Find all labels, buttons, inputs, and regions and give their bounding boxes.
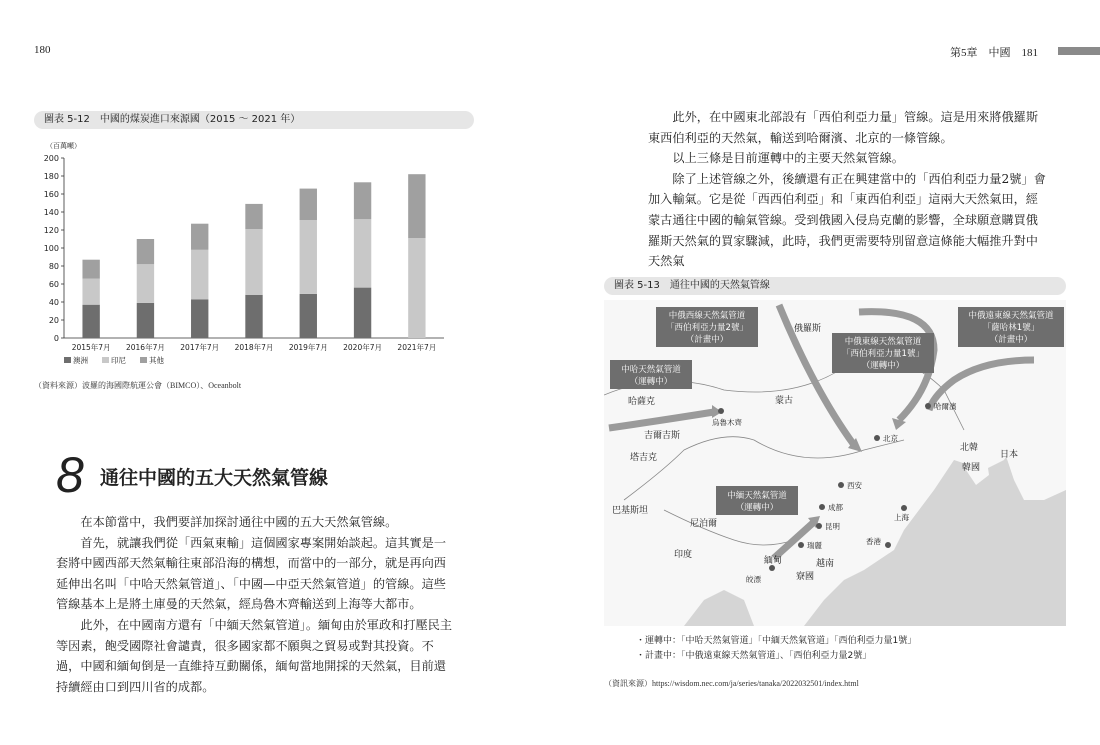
legend-swatch <box>140 357 147 363</box>
right-body-text <box>648 107 1048 272</box>
pipeline-map <box>604 300 1066 626</box>
callout-pos1-line2: 「西伯利亞力量1號」 <box>842 349 924 359</box>
x-tick-label: 2018年7月 <box>234 343 274 352</box>
left-paragraph: 在本節當中，我們要詳加探討通往中國的五大天然氣管線。 <box>80 515 398 529</box>
bar-segment <box>245 204 262 229</box>
header-tab-bar <box>1058 47 1100 55</box>
label-hongkong: 香港 <box>866 537 881 546</box>
callout-sakhalin-line2: 「薩哈林1號」 <box>982 323 1040 333</box>
y-tick-label: 100 <box>43 244 59 253</box>
label-india: 印度 <box>674 550 693 560</box>
callout-pos2-line2: 「西伯利亞力量2號」 <box>666 323 748 333</box>
x-tick-label: 2017年7月 <box>180 343 220 352</box>
y-tick-label: 20 <box>48 316 59 325</box>
legend-swatch <box>64 357 71 363</box>
label-xian: 西安 <box>847 481 862 490</box>
y-tick-label: 80 <box>48 262 59 271</box>
callout-pos2-line3: （計畫中） <box>685 335 729 345</box>
label-pakistan: 巴基斯坦 <box>612 506 649 516</box>
callout-myanmar-line1: 中緬天然氣管道 <box>727 491 787 501</box>
map-svg <box>604 300 1066 626</box>
left-paragraph: 首先，就讓我們從「西氣東輸」這個國家專案開始談起。這其實是一套將中國西部天然氣輸往東部沿海的構想，而當中的一部分，就是再向西延伸出名叫「中哈天然氣管道」、「中國—中亞天然氣管道」的管線。這些管線基本上是將土庫曼的天然氣，經烏魯木齊輸送到上海等大都市。 <box>56 535 447 612</box>
y-tick-label: 120 <box>43 226 59 235</box>
callout-pos2-line1: 中俄西線天然氣管道 <box>668 311 746 321</box>
label-mongolia: 蒙古 <box>775 396 794 406</box>
label-vietnam: 越南 <box>816 559 835 569</box>
label-tajikistan: 塔吉克 <box>630 453 658 463</box>
bar-segment <box>245 295 262 338</box>
label-laos: 寮國 <box>796 572 815 582</box>
x-tick-label: 2016年7月 <box>125 343 165 352</box>
city-dot-xian <box>838 482 844 488</box>
bar-segment <box>408 174 425 238</box>
bar-segment <box>408 238 425 338</box>
city-dot-ruili <box>798 542 804 548</box>
page-number-left: 180 <box>34 44 51 56</box>
label-urumqi: 烏魯木齊 <box>712 418 742 427</box>
label-beijing: 北京 <box>883 434 898 443</box>
bar-segment <box>354 182 371 219</box>
chart-svg <box>34 130 474 370</box>
bar-segment <box>137 264 154 303</box>
right-paragraph: 除了上述管線之外，後續還有正在興建當中的「西伯利亞力量2號」會加入輸氣。它是從「西西伯利亞」和「東西伯利亞」這兩大天然氣田，經蒙古通往中國的輸氣管線。受到俄國入侵烏克蘭的影響，全球願意購買俄羅斯天然氣的買家驟減，此時，我們更需要特別留意這條能大幅推升對中天然氣 <box>648 171 1046 269</box>
note-operating: ・運轉中：「中哈天然氣管道」「中緬天然氣管道」「西伯利亞力量1號」 <box>636 636 917 646</box>
x-tick-label: 2015年7月 <box>71 343 111 352</box>
y-tick-label: 0 <box>53 334 59 343</box>
label-nepal: 尼泊爾 <box>690 519 718 529</box>
legend-swatch <box>102 357 109 363</box>
city-dot-beijing <box>874 435 880 441</box>
callout-sakhalin-line1: 中俄遠東線天然氣管道 <box>968 311 1054 321</box>
x-tick-label: 2019年7月 <box>288 343 328 352</box>
running-header-right: 第5章 中國 181 <box>950 47 1038 59</box>
bar-segment <box>354 219 371 287</box>
section-number: 8 <box>56 447 84 503</box>
bar-segment <box>137 239 154 264</box>
figure-513-title: 圖表 5-13 通往中國的天然氣管線 <box>604 277 1066 295</box>
figure-512-title: 圖表 5-12 中國的煤炭進口來源國（2015 ～ 2021 年） <box>34 111 474 129</box>
bar-segment <box>82 279 99 305</box>
callout-kazakh-line1: 中哈天然氣管道 <box>621 365 681 375</box>
left-paragraph: 此外，在中國南方還有「中緬天然氣管道」。緬甸由於軍政和打壓民主等因素，飽受國際社會譴責，很多國家都不願與之貿易或對其投資。不過，中國和緬甸倒是一直維持互動關係，緬甸當地開採的天然氣，目前還持續經由口到四川省的成都。 <box>56 617 453 694</box>
label-chengdu: 成都 <box>828 503 843 512</box>
label-kazakhstan: 哈薩克 <box>628 397 656 407</box>
bar-segment <box>82 260 99 279</box>
y-tick-label: 200 <box>43 154 59 163</box>
label-kyrgyzstan: 吉爾吉斯 <box>644 431 681 441</box>
city-dot-hongkong <box>885 542 891 548</box>
label-kunming: 昆明 <box>825 522 840 531</box>
right-paragraph: 此外，在中國東北部設有「西伯利亞力量」管線。這是用來將俄羅斯東西伯利亞的天然氣，輸送到哈爾濱、北京的一條管線。 <box>648 110 1039 145</box>
x-tick-label: 2020年7月 <box>343 343 383 352</box>
city-dot-chengdu <box>819 504 825 510</box>
label-south-korea: 韓國 <box>962 463 981 473</box>
note-planned: ・計畫中：「中俄遠東線天然氣管道」、「西伯利亞力量2號」 <box>636 651 872 661</box>
city-dot-urumqi <box>718 408 724 414</box>
bar-segment <box>191 299 208 338</box>
bar-segment <box>300 220 317 294</box>
label-north-korea: 北韓 <box>960 443 979 453</box>
y-tick-label: 140 <box>43 208 59 217</box>
bar-segment <box>300 189 317 221</box>
callout-kazakh-line2: （運轉中） <box>629 377 673 387</box>
callout-sakhalin-line3: （計畫中） <box>989 335 1033 345</box>
legend-label: 印尼 <box>111 356 126 365</box>
bar-segment <box>191 224 208 250</box>
section-title: 通往中國的五大天然氣管線 <box>100 467 329 489</box>
label-russia: 俄羅斯 <box>794 324 822 334</box>
label-shanghai: 上海 <box>894 513 909 522</box>
city-dot-harbin <box>925 403 931 409</box>
bar-segment <box>137 303 154 338</box>
bar-segment <box>191 250 208 299</box>
label-kyaukphyu: 皎漂 <box>746 575 761 584</box>
callout-myanmar-line2: （運轉中） <box>735 503 779 513</box>
legend-label: 其他 <box>149 356 164 365</box>
city-dot-shanghai <box>901 505 907 511</box>
figure-513-notes <box>636 634 916 664</box>
y-tick-label: 60 <box>48 280 59 289</box>
y-tick-label: 160 <box>43 190 59 199</box>
city-dot-kunming <box>816 523 822 529</box>
y-tick-label: 40 <box>48 298 59 307</box>
bar-segment <box>245 229 262 295</box>
bar-segment <box>300 294 317 338</box>
coal-import-chart <box>34 130 474 370</box>
callout-pos1-line3: （運轉中） <box>861 361 905 371</box>
legend-label: 澳洲 <box>73 356 88 365</box>
right-paragraph: 以上三條是目前運轉中的主要天然氣管線。 <box>672 151 904 166</box>
bar-segment <box>82 305 99 338</box>
x-tick-label: 2021年7月 <box>397 343 437 352</box>
bar-segment <box>354 288 371 338</box>
figure-512-source: （資料來源）波羅的海國際航運公會（BIMCO）、Oceanbolt <box>34 381 242 390</box>
y-tick-label: 180 <box>43 172 59 181</box>
figure-513-source: （資訊來源）https://wisdom.nec.com/ja/series/tanaka/2022032501/index.html <box>604 679 859 688</box>
label-myanmar: 緬甸 <box>764 556 783 566</box>
label-japan: 日本 <box>1000 450 1019 460</box>
left-body-text <box>56 512 458 697</box>
label-harbin: 哈爾濱 <box>934 402 957 411</box>
callout-pos1-line1: 中俄東線天然氣管道 <box>844 337 922 347</box>
y-unit-label: （百萬噸） <box>46 142 81 150</box>
label-ruili: 瑞麗 <box>807 541 822 550</box>
